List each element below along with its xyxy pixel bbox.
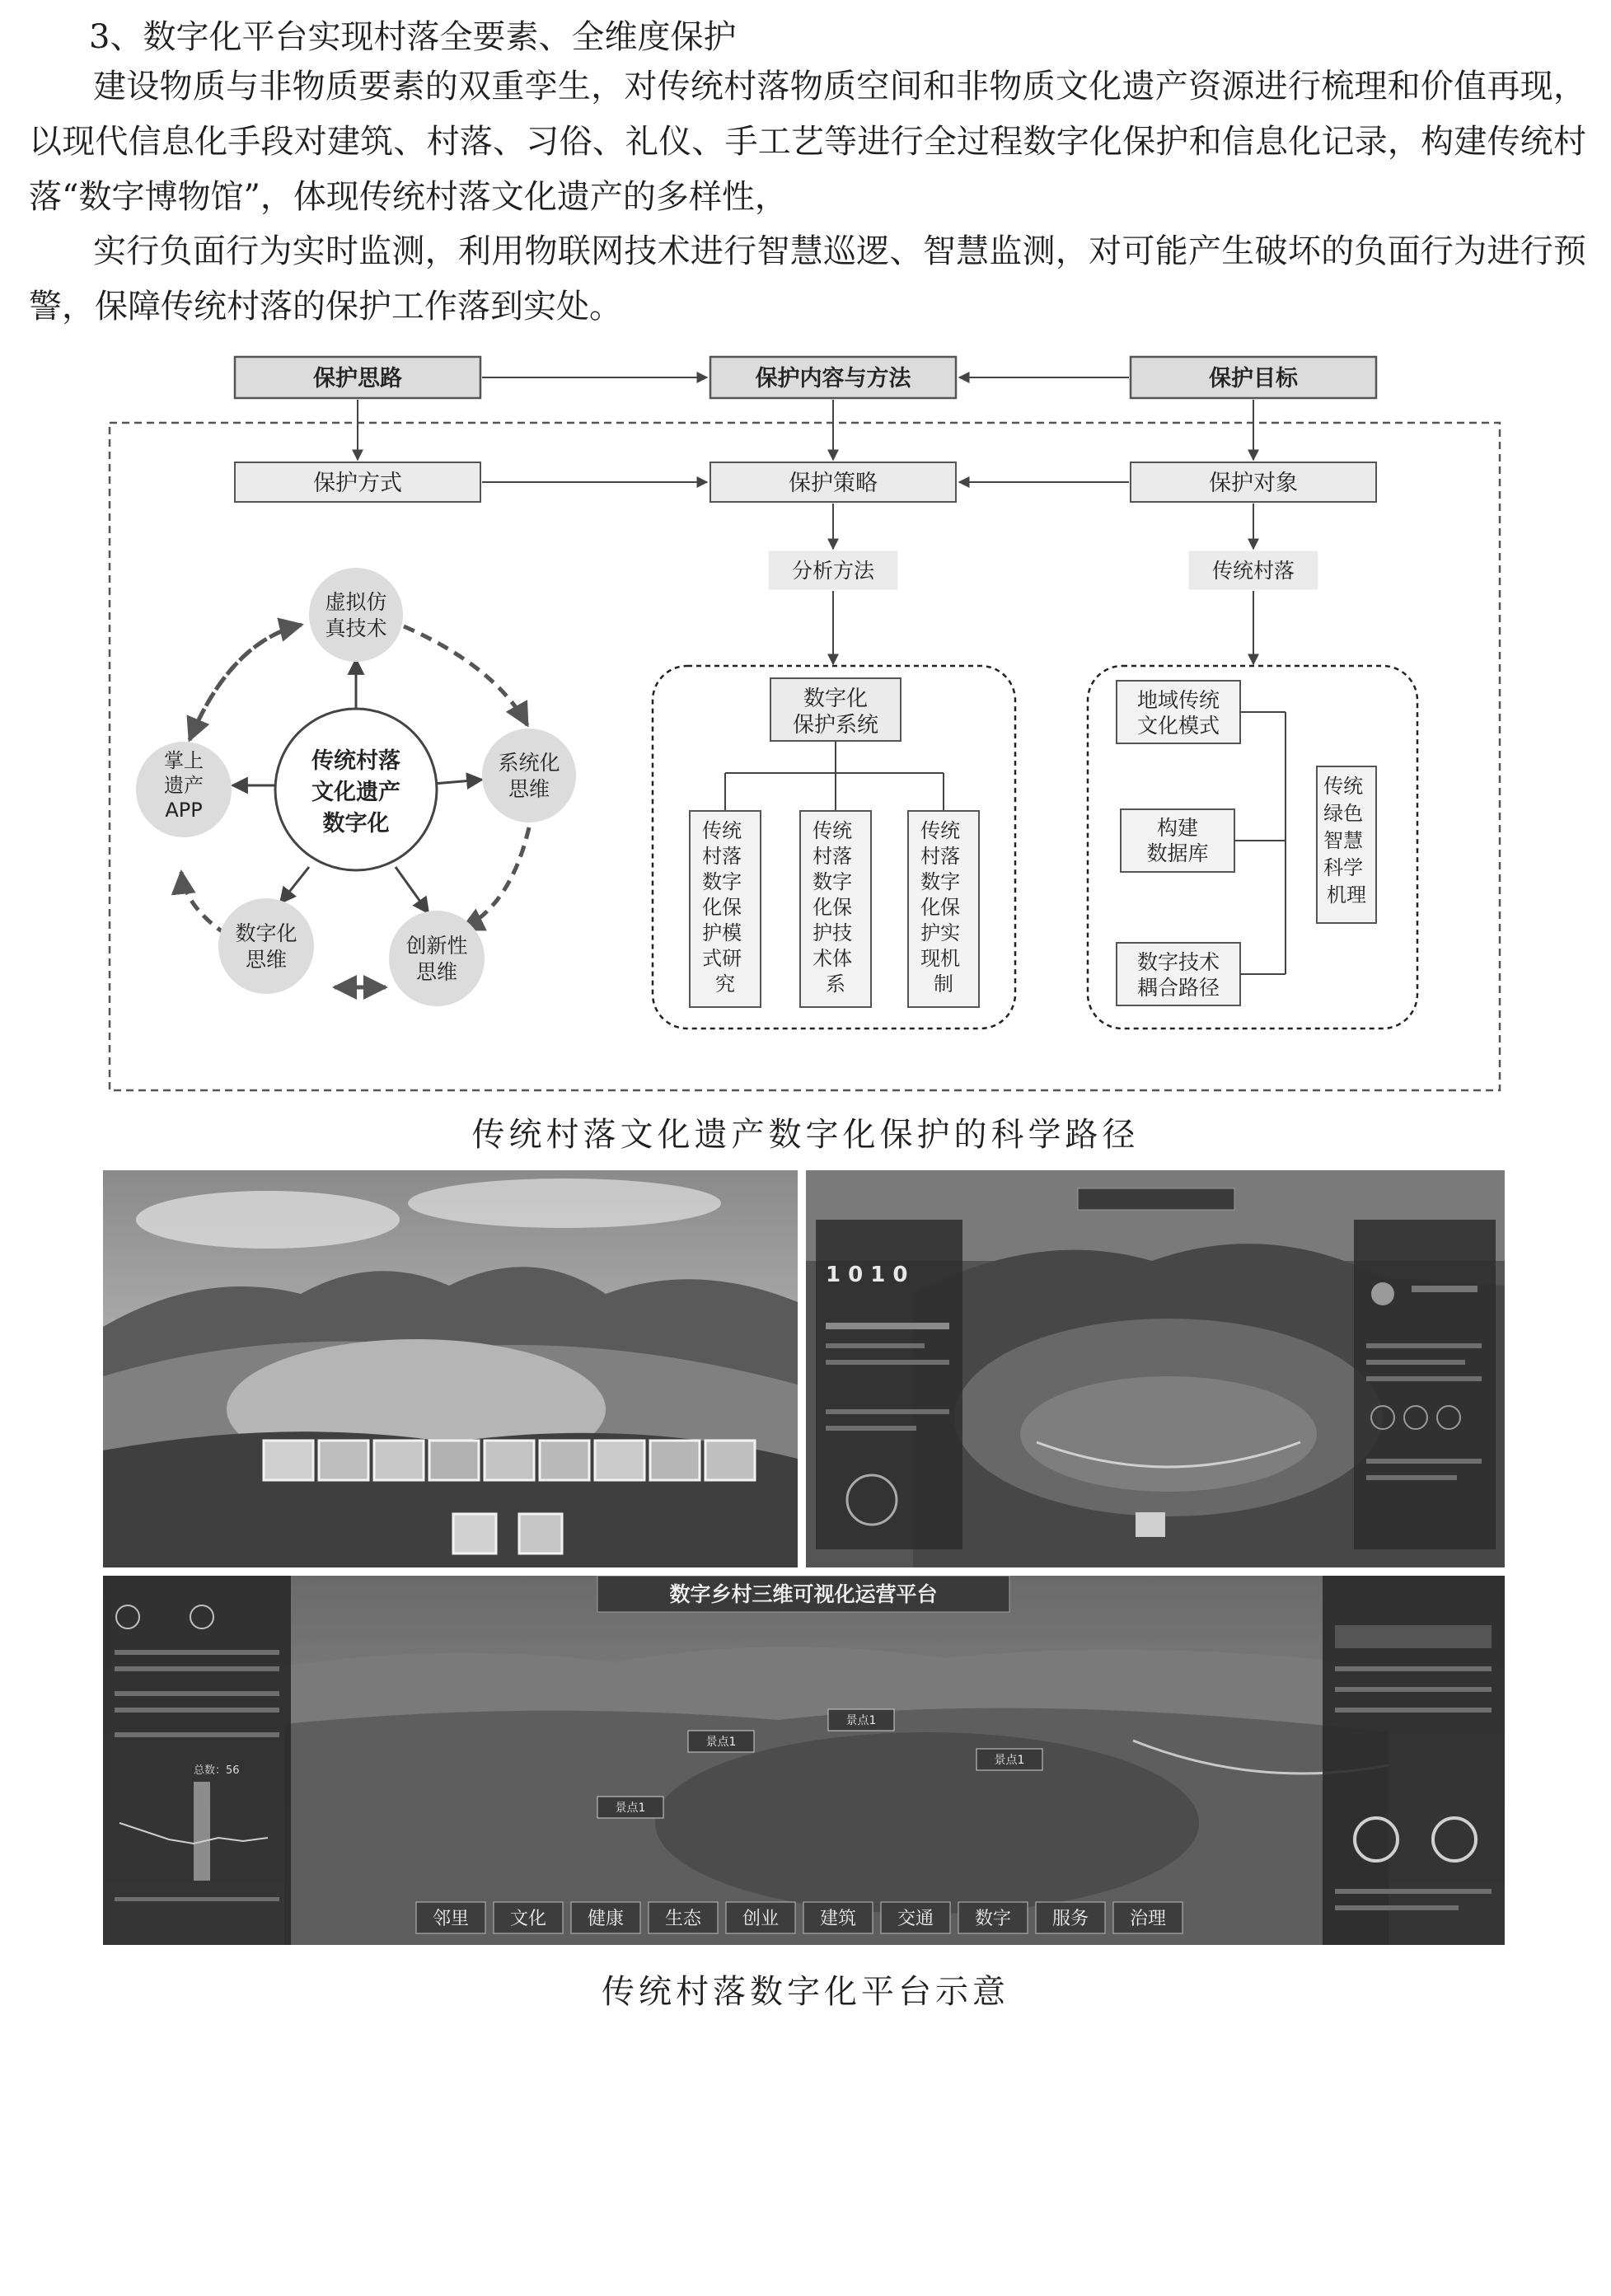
tab-label: 服务 bbox=[1051, 1909, 1089, 1929]
top-box-goal-label: 保护目标 bbox=[1209, 366, 1298, 391]
cycle-node-digital bbox=[218, 898, 314, 994]
cycle-center-line-2: 文化遗产 bbox=[311, 780, 400, 805]
top-box-method-label: 保护内容与方法 bbox=[755, 366, 911, 391]
cycle-center-node bbox=[275, 709, 437, 870]
system-column-3-text: 传统 村落 数字 化保 护实 现机 制 bbox=[920, 819, 961, 996]
tab-label: 文化 bbox=[509, 1909, 547, 1929]
cycle-node-app bbox=[136, 742, 232, 837]
second-box-target bbox=[1131, 462, 1376, 502]
cycle-node-virtual-line-2: 真技术 bbox=[325, 616, 387, 640]
protection-path-diagram bbox=[107, 353, 1504, 1094]
right-panel bbox=[1354, 1220, 1496, 1549]
cycle-center-line-1: 传统村落 bbox=[311, 748, 400, 774]
right-item-culture-line-2: 文化模式 bbox=[1136, 714, 1220, 738]
tab-label: 交通 bbox=[897, 1909, 934, 1929]
thumbnail[interactable] bbox=[485, 1441, 534, 1480]
thumbnail[interactable] bbox=[519, 1514, 562, 1553]
right-result-box bbox=[1317, 766, 1376, 923]
thumbnail[interactable] bbox=[595, 1441, 644, 1480]
cube-icon[interactable] bbox=[1136, 1512, 1165, 1537]
top-box-idea bbox=[235, 357, 480, 398]
dashboard-title-bar bbox=[1078, 1188, 1234, 1210]
digital-system-line-2: 保护系统 bbox=[792, 713, 879, 738]
top-box-method bbox=[710, 357, 956, 398]
thumbnail[interactable] bbox=[264, 1441, 313, 1480]
cycle-node-innovative-line-1: 创新性 bbox=[405, 934, 468, 958]
map-marker-label: 景点1 bbox=[994, 1754, 1025, 1767]
section-heading: 3、数字化平台实现村落全要素、全维度保护 bbox=[89, 18, 737, 56]
thumbnail[interactable] bbox=[319, 1441, 368, 1480]
right-result-text: 传统 绿色 智慧 科学 机理 bbox=[1323, 775, 1366, 907]
platform-panorama-screenshot bbox=[103, 1576, 1505, 1945]
tab-label: 创业 bbox=[742, 1909, 780, 1929]
right-item-database-line-2: 数据库 bbox=[1146, 841, 1209, 865]
cycle-node-digital-line-2: 思维 bbox=[245, 948, 288, 972]
thumbnail[interactable] bbox=[453, 1514, 496, 1553]
right-item-culture-line-1: 地域传统 bbox=[1136, 688, 1220, 712]
body-paragraph-1 bbox=[29, 59, 1586, 225]
tab-label: 治理 bbox=[1129, 1909, 1167, 1929]
platform-right-panel bbox=[1323, 1576, 1505, 1945]
cycle-node-virtual-line-1: 虚拟仿 bbox=[325, 590, 387, 614]
cycle-node-systemic-line-2: 思维 bbox=[508, 777, 550, 801]
cycle-node-app-line-2: 遗产 bbox=[164, 774, 204, 797]
right-item-coupling-line-2: 耦合路径 bbox=[1136, 976, 1220, 1000]
digital-system-box bbox=[770, 678, 901, 741]
cycle-node-systemic-line-1: 系统化 bbox=[498, 751, 560, 775]
system-column-3 bbox=[908, 811, 979, 1007]
cycle-center-line-3: 数字化 bbox=[322, 811, 390, 836]
platform-left-panel bbox=[103, 1576, 291, 1945]
analysis-method-label: 分析方法 bbox=[791, 559, 875, 583]
thumbnail[interactable] bbox=[650, 1441, 700, 1480]
aerial-village-photo bbox=[103, 1170, 798, 1567]
left-panel bbox=[816, 1220, 962, 1549]
thumbnail[interactable] bbox=[374, 1441, 424, 1480]
cycle-node-innovative bbox=[389, 911, 485, 1006]
map-marker-label: 景点1 bbox=[705, 1736, 737, 1749]
visitor-counter: 1 0 1 0 bbox=[826, 1263, 908, 1287]
analysis-method-box bbox=[769, 551, 897, 589]
body-paragraph-2 bbox=[29, 224, 1586, 335]
thumbnail[interactable] bbox=[705, 1441, 755, 1480]
second-box-target-label: 保护对象 bbox=[1209, 471, 1298, 496]
system-column-2 bbox=[800, 811, 871, 1007]
top-box-idea-label: 保护思路 bbox=[313, 366, 402, 391]
cycle-node-virtual bbox=[309, 568, 403, 662]
village-dashboard-screenshot bbox=[806, 1170, 1505, 1567]
paragraph-text: 实行负面行为实时监测，利用物联网技术进行智慧巡逻、智慧监测，对可能产生破坏的负面行为进行预警，保障传统村落的保护工作落到实处。 bbox=[29, 232, 1586, 326]
second-box-mode-label: 保护方式 bbox=[313, 471, 402, 496]
tab-label: 生态 bbox=[664, 1909, 702, 1929]
cycle-node-digital-line-1: 数字化 bbox=[235, 921, 297, 945]
right-item-database-line-1: 构建 bbox=[1156, 816, 1199, 840]
right-item-coupling-line-1: 数字技术 bbox=[1136, 950, 1220, 974]
cycle-node-app-line-1: 掌上 bbox=[164, 749, 204, 772]
system-column-1 bbox=[690, 811, 761, 1007]
right-item-coupling bbox=[1117, 943, 1240, 1005]
second-box-strategy-label: 保护策略 bbox=[789, 471, 878, 496]
platform-title: 数字乡村三维可视化运营平台 bbox=[669, 1582, 938, 1606]
tab-label: 邻里 bbox=[432, 1909, 470, 1929]
right-item-database bbox=[1121, 809, 1234, 872]
tab-label: 健康 bbox=[587, 1909, 625, 1929]
thumbnail[interactable] bbox=[540, 1441, 589, 1480]
figure-caption-2: 传统村落数字化平台示意 bbox=[602, 1973, 1009, 2011]
tab-label: 数字 bbox=[974, 1909, 1012, 1929]
cycle-node-app-line-3: APP bbox=[165, 799, 203, 822]
map-marker-label: 景点1 bbox=[615, 1802, 646, 1815]
digital-system-line-1: 数字化 bbox=[803, 686, 869, 711]
second-box-mode bbox=[235, 462, 480, 502]
top-box-goal bbox=[1131, 357, 1376, 398]
right-item-culture bbox=[1117, 681, 1240, 743]
cycle-node-innovative-line-2: 思维 bbox=[415, 960, 458, 984]
map-marker-label: 景点1 bbox=[845, 1714, 877, 1727]
traditional-village-label: 传统村落 bbox=[1211, 559, 1295, 583]
system-column-1-text: 传统 村落 数字 化保 护模 式研 究 bbox=[702, 819, 742, 996]
total-count-label: 总数：56 bbox=[194, 1764, 240, 1777]
traditional-village-box bbox=[1189, 551, 1318, 589]
tab-label: 建筑 bbox=[819, 1909, 857, 1929]
second-box-strategy bbox=[710, 462, 956, 502]
system-column-2-text: 传统 村落 数字 化保 护技 术体 系 bbox=[813, 819, 853, 996]
figure-caption-1: 传统村落文化遗产数字化保护的科学路径 bbox=[471, 1116, 1140, 1154]
paragraph-text: 建设物质与非物质要素的双重孪生，对传统村落物质空间和非物质文化遗产资源进行梳理和价值再现，以现代信息化手段对建筑、村落、习俗、礼仪、手工艺等进行全过程数字化保护和信息化记录，构建传统村落“数字博物馆”，体现传统村落文化遗产的多样性， bbox=[29, 68, 1586, 216]
thumbnail[interactable] bbox=[429, 1441, 479, 1480]
cycle-node-systemic bbox=[482, 729, 576, 822]
